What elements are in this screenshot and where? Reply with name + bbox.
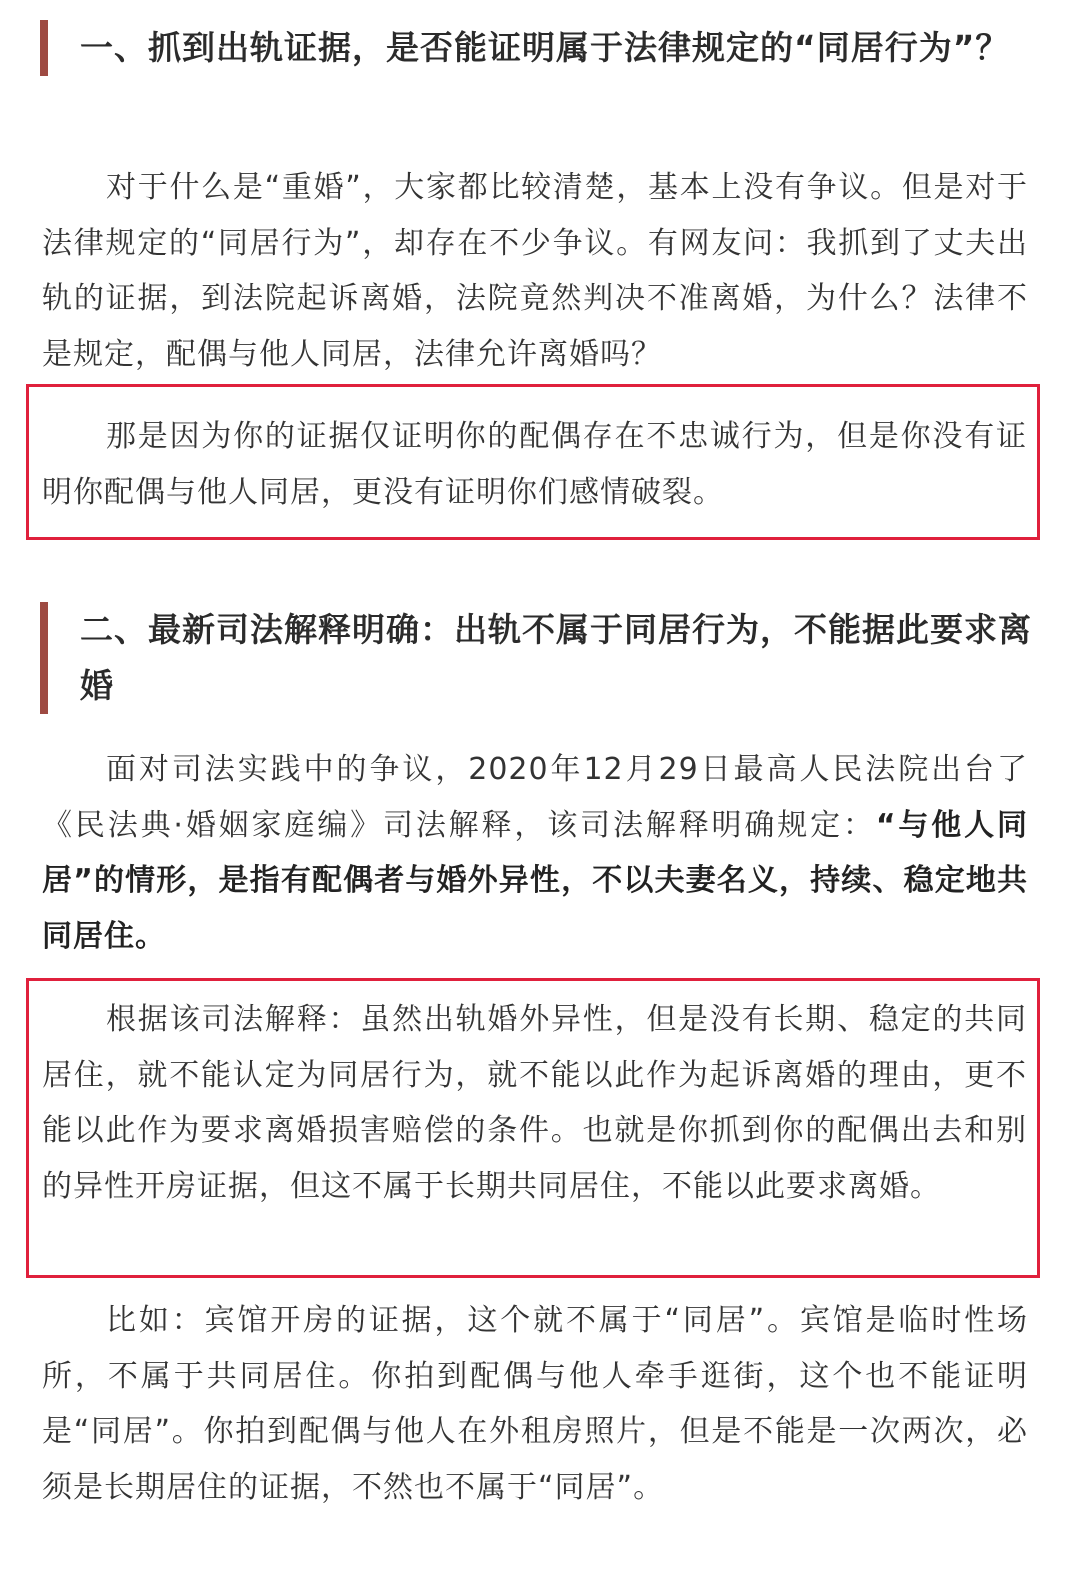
section-2-paragraph — [42, 742, 1028, 964]
section-2-highlight-box — [26, 978, 1040, 1278]
section-1-paragraph: 对于什么是“重婚”，大家都比较清楚，基本上没有争议。但是对于法律规定的“同居行为”，却存在不少争议。有网友问：我抓到了丈夫出轨的证据，到法院起诉离婚，法院竟然判决不准离婚，为什么？法律不是规定，配偶与他人同居，法律允许离婚吗？ — [42, 170, 1028, 372]
section-2-paragraph-text: 面对司法实践中的争议，2020年12月29日最高人民法院出台了《民法典·婚姻家庭编》司法解释，该司法解释明确规定： — [42, 752, 1028, 843]
section-2-example-paragraph: 比如：宾馆开房的证据，这个就不属于“同居”。宾馆是临时性场所，不属于共同居住。你拍到配偶与他人牵手逛街，这个也不能证明是“同居”。你拍到配偶与他人在外租房照片，但是不能是一次两次，必须是长期居住的证据，不然也不属于“同居”。 — [42, 1303, 1028, 1505]
section-1-highlight-box — [26, 384, 1040, 540]
section-2-highlight-text: 根据该司法解释：虽然出轨婚外异性，但是没有长期、稳定的共同居住，就不能认定为同居行为，就不能以此作为起诉离婚的理由，更不能以此作为要求离婚损害赔偿的条件。也就是你抓到你的配偶出去和别的异性开房证据，但这不属于长期共同居住，不能以此要求离婚。 — [42, 1002, 1027, 1204]
section-2-heading: 二、最新司法解释明确：出轨不属于同居行为，不能据此要求离婚 — [40, 602, 1040, 714]
section-1-heading: 一、抓到出轨证据，是否能证明属于法律规定的“同居行为”？ — [40, 20, 1040, 76]
section-2-paragraph-emphasis: “与他人同居”的情形，是指有配偶者与婚外异性，不以夫妻名义，持续、稳定地共同居住。 — [42, 807, 1028, 954]
section-1-highlight-text: 那是因为你的证据仅证明你的配偶存在不忠诚行为，但是你没有证明你配偶与他人同居，更没有证明你们感情破裂。 — [42, 419, 1027, 510]
